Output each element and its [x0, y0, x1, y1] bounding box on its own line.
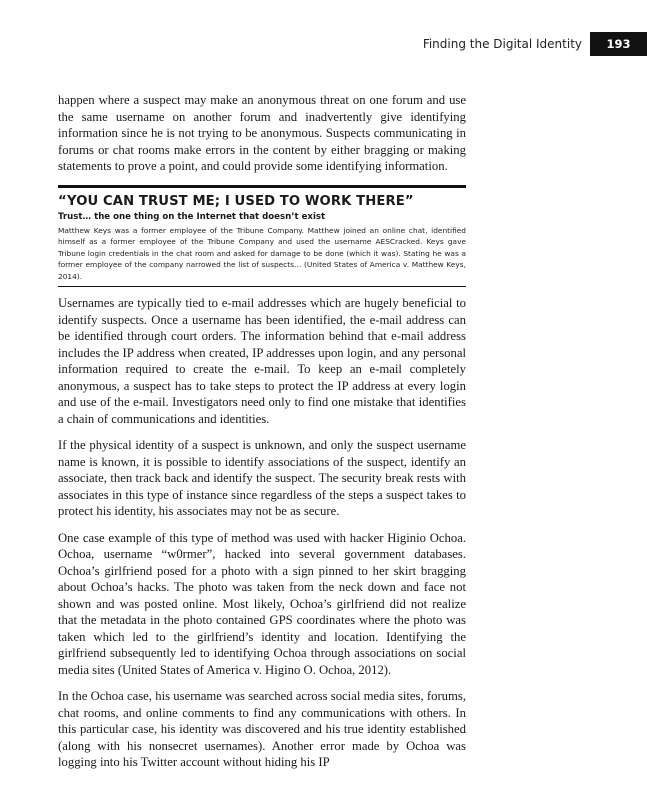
- sidebar-title: “YOU CAN TRUST ME; I USED TO WORK THERE”: [58, 193, 414, 209]
- running-header: [423, 32, 647, 56]
- paragraph-usernames: Usernames are typically tied to e-mail addresses which are hugely beneficial to identify suspects. Once a username has been identified, the e-mail address can be identified through court orders. The information behind that e-mail address includes the IP address when created, IP addresses upon login, and any personal information required to create the e-mail. To keep an e-mail completely anonymous, a suspect has to take steps to protect the IP address at every login and use of the e-mail. Investigators need only to find one mistake that identifies a chain of communications and identities.: [58, 296, 466, 426]
- sidebar-body: Matthew Keys was a former employee of the Tribune Company. Matthew joined an online chat, identified himself as a former employee of the Tribune Company and used the username AESCracked. Keys gave Tribune login credentials in the chat room and asked for damage to be done (which it was). Stating he was a former employee of the company narrowed the list of suspects… (United States of America v. Matthew Keys, 2014).: [58, 225, 466, 281]
- page-number: 193: [590, 32, 647, 56]
- sidebar-subtitle: Trust… the one thing on the Internet that doesn’t exist: [58, 211, 326, 222]
- paragraph-associates: If the physical identity of a suspect is unknown, and only the suspect username name is known, it is possible to identify associations of the suspect, identify an associate, then track back and identify the suspect. The security break rests with associates in this type of instance since regardless of the steps a suspect takes to protect his identity, his associates may not be as secure.: [58, 438, 466, 519]
- page-content: [58, 92, 466, 781]
- paragraph-ochoa-case: One case example of this type of method was used with hacker Higinio Ochoa. Ochoa, username “w0rmer”, hacked into several government databases. Ochoa’s girlfriend posed for a photo with a sign pinned to her skirt bragging about Ochoa’s hacks. The photo was taken from the neck down and face not shown and was posted online. Most likely, Ochoa’s girlfriend did not realize that the metadata in the photo contained GPS coordinates where the photo was taken which led to the girlfriend’s identity and location. Identifying the girlfriend subsequently led to identifying Ochoa through associations on social media sites (United States of America v. Higino O. Ochoa, 2012).: [58, 530, 466, 677]
- paragraph-ochoa-search: In the Ochoa case, his username was searched across social media sites, forums, chat rooms, and online comments to find any communications with others. In this particular case, his identity was discovered and his true identity established (along with his nonsecret usernames). Another error made by Ochoa was logging into his Twitter account without hiding his IP: [58, 689, 466, 770]
- running-title: Finding the Digital Identity: [422, 37, 582, 51]
- intro-paragraph: happen where a suspect may make an anonymous threat on one forum and use the same username on another forum and inadvertently give identifying information since he is not trying to be anonymous. Suspects communicating in forums or chat rooms make errors in the content by either bragging or making statements to prove a point, and could provide some identifying information.: [58, 93, 466, 173]
- sidebar-box: [58, 185, 466, 288]
